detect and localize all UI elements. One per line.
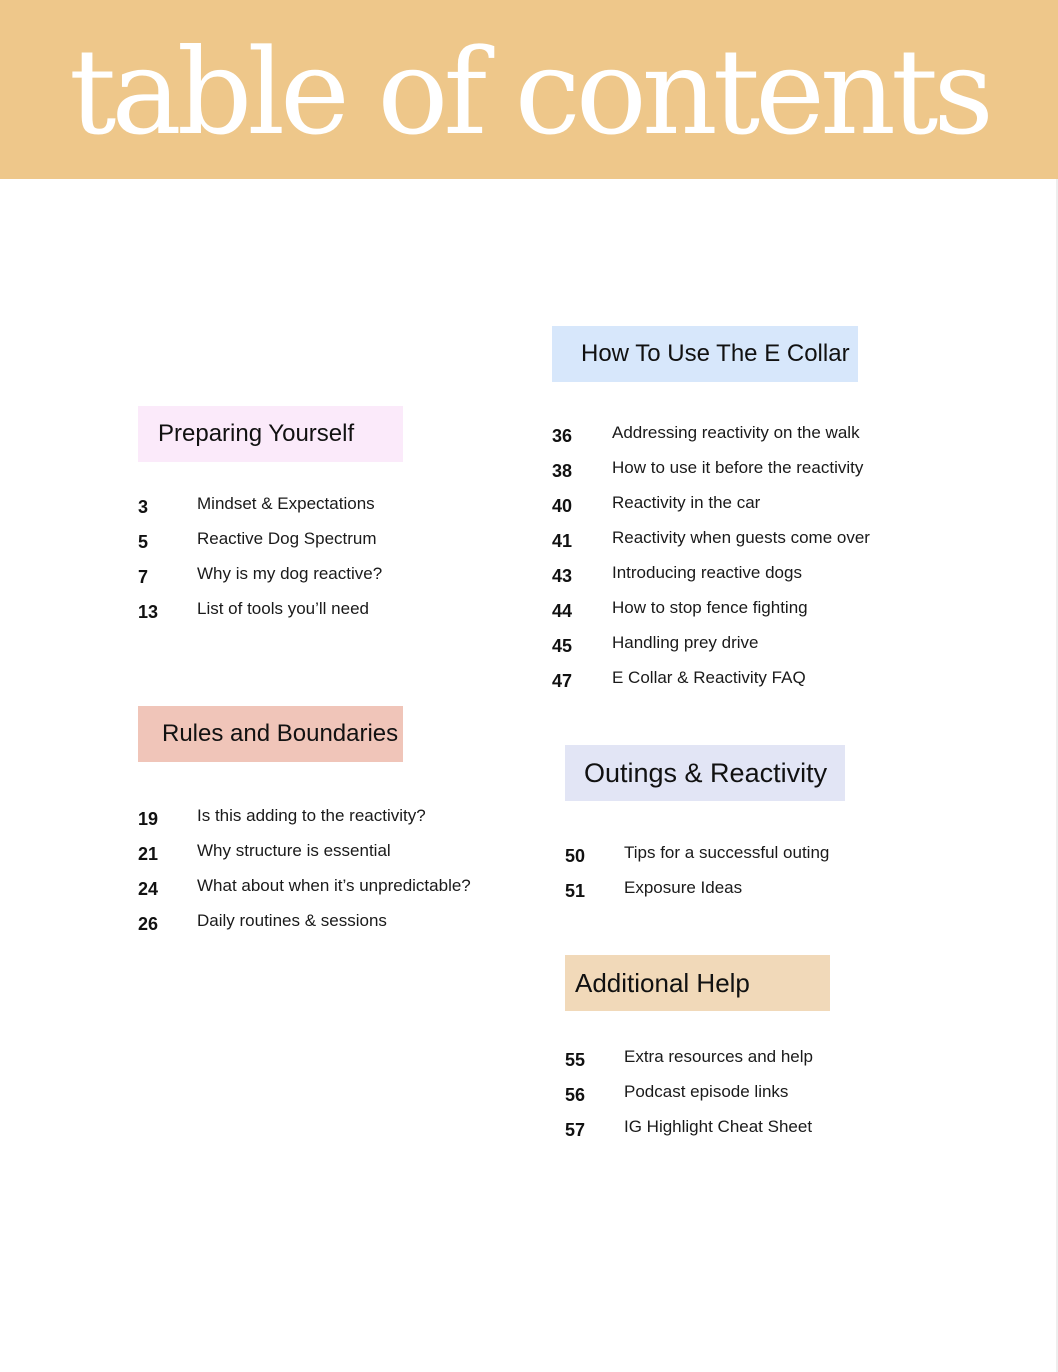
toc-entry-label: Why structure is essential bbox=[197, 841, 391, 860]
toc-entry-label: Daily routines & sessions bbox=[197, 911, 387, 930]
toc-page-number: 19 bbox=[138, 809, 159, 829]
toc-entry-label: List of tools you’ll need bbox=[197, 599, 369, 618]
toc-page-number: 47 bbox=[552, 671, 573, 691]
section-heading-preparing-yourself[interactable]: Preparing Yourself bbox=[138, 406, 403, 462]
section-heading-rules-and-boundaries[interactable]: Rules and Boundaries bbox=[138, 706, 403, 762]
toc-entry-label: Why is my dog reactive? bbox=[197, 564, 383, 583]
toc-entry-label: How to stop fence fighting bbox=[612, 598, 808, 617]
toc-entry-label: Extra resources and help bbox=[624, 1047, 813, 1066]
toc-entry-label: E Collar & Reactivity FAQ bbox=[612, 668, 806, 687]
toc-page-number: 13 bbox=[138, 602, 159, 622]
toc-entry-label: Podcast episode links bbox=[624, 1082, 789, 1101]
toc-page-number: 56 bbox=[565, 1085, 586, 1105]
toc-page-number: 5 bbox=[138, 532, 149, 552]
toc-entry-label: Is this adding to the reactivity? bbox=[197, 806, 426, 825]
section-heading-additional-help[interactable]: Additional Help bbox=[565, 955, 830, 1011]
toc-entry-label: IG Highlight Cheat Sheet bbox=[624, 1117, 813, 1136]
toc-page-number: 38 bbox=[552, 461, 573, 481]
toc-entry-label: Reactivity in the car bbox=[612, 493, 761, 512]
toc-entry-label: Reactivity when guests come over bbox=[612, 528, 870, 547]
toc-entry-label: Tips for a successful outing bbox=[624, 843, 830, 862]
toc-entry-label: Introducing reactive dogs bbox=[612, 563, 802, 582]
toc-page-number: 24 bbox=[138, 879, 159, 899]
toc-page-number: 3 bbox=[138, 497, 149, 517]
toc-page-number: 57 bbox=[565, 1120, 586, 1140]
toc-page-number: 21 bbox=[138, 844, 159, 864]
section-heading-e-collar[interactable]: How To Use The E Collar bbox=[552, 326, 858, 382]
toc-page-number: 51 bbox=[565, 881, 586, 901]
toc-entry-label: What about when it’s unpredictable? bbox=[197, 876, 471, 895]
toc-entry-label: Mindset & Expectations bbox=[197, 494, 375, 513]
toc-page-number: 40 bbox=[552, 496, 573, 516]
page-title: table of contents bbox=[69, 23, 989, 161]
toc-page-number: 55 bbox=[565, 1050, 586, 1070]
toc-page-number: 26 bbox=[138, 914, 159, 934]
toc-entry-label: Addressing reactivity on the walk bbox=[612, 423, 860, 442]
toc-page-number: 36 bbox=[552, 426, 573, 446]
toc-entry-label: Reactive Dog Spectrum bbox=[197, 529, 377, 548]
toc-page-number: 45 bbox=[552, 636, 573, 656]
toc-page-number: 43 bbox=[552, 566, 573, 586]
toc-page-number: 44 bbox=[552, 601, 573, 621]
toc-page-number: 7 bbox=[138, 567, 149, 587]
toc-entry-label: How to use it before the reactivity bbox=[612, 458, 864, 477]
toc-page-number: 50 bbox=[565, 846, 586, 866]
toc-page-number: 41 bbox=[552, 531, 573, 551]
header-banner bbox=[0, 0, 1058, 179]
toc-entry-label: Handling prey drive bbox=[612, 633, 759, 652]
toc-entry-label: Exposure Ideas bbox=[624, 878, 743, 897]
section-heading-outings-and-reactivity[interactable]: Outings & Reactivity bbox=[565, 745, 845, 801]
